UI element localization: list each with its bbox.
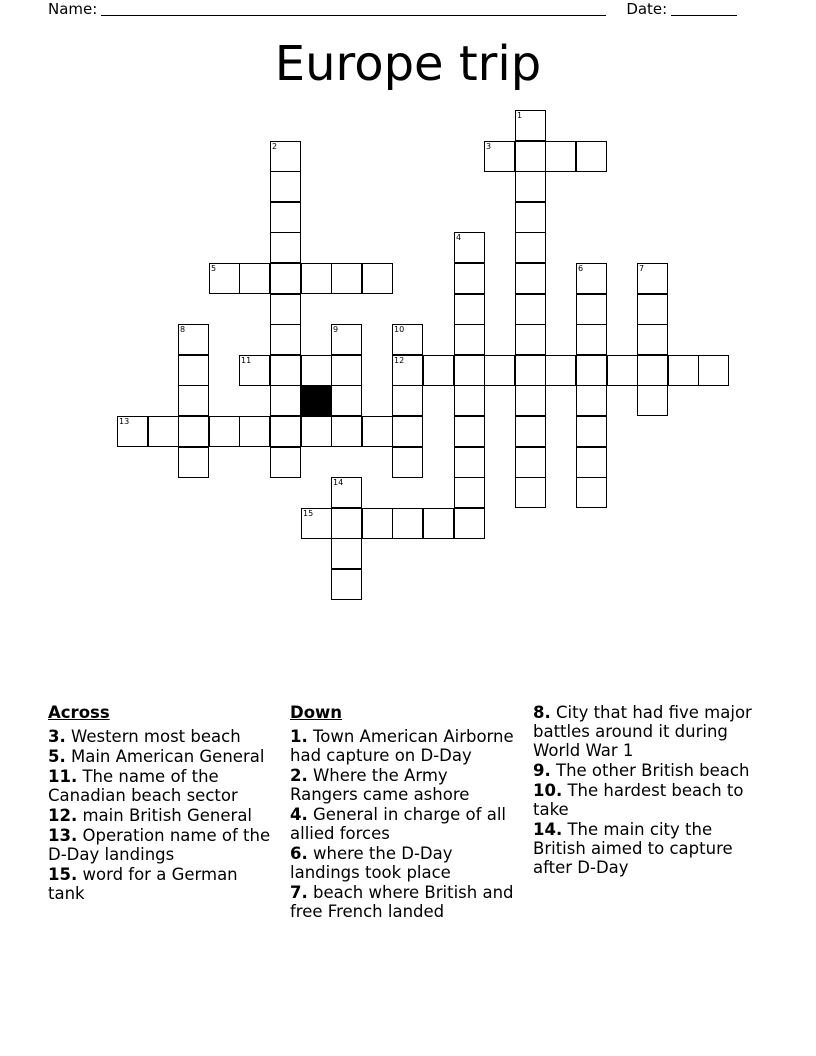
grid-cell[interactable] (270, 232, 301, 263)
down-clues-continued (533, 703, 763, 878)
grid-cell[interactable] (576, 355, 607, 386)
grid-cell[interactable] (515, 385, 546, 416)
grid-cell[interactable] (454, 324, 485, 355)
clue-number: 12. (48, 806, 78, 825)
clue-number-label: 4 (456, 233, 462, 242)
clue-text: General in charge of all allied forces (290, 805, 506, 843)
grid-cell[interactable] (454, 447, 485, 478)
grid-cell[interactable] (454, 416, 485, 447)
grid-cell[interactable] (637, 355, 668, 386)
grid-cell[interactable] (454, 232, 485, 263)
grid-cell[interactable] (148, 416, 179, 447)
grid-cell[interactable] (270, 355, 301, 386)
grid-cell[interactable] (301, 263, 332, 294)
clue-text: City that had five major battles around it during World War 1 (533, 703, 752, 760)
grid-cell[interactable] (270, 202, 301, 233)
clue-item (533, 781, 763, 819)
clue-item (48, 806, 273, 825)
clue-text: beach where British and free French landed (290, 883, 514, 921)
clue-number-label: 14 (333, 478, 344, 487)
clue-item (48, 727, 273, 746)
clue-text: Operation name of the D-Day landings (48, 826, 271, 864)
grid-cell[interactable] (515, 477, 546, 508)
grid-cell[interactable] (607, 355, 638, 386)
grid-cell[interactable] (270, 447, 301, 478)
grid-cell[interactable] (454, 508, 485, 539)
clue-item (48, 826, 273, 864)
grid-cell[interactable] (454, 355, 485, 386)
grid-cell[interactable] (331, 355, 362, 386)
grid-cell[interactable] (178, 447, 209, 478)
grid-cell[interactable] (637, 294, 668, 325)
grid-cell[interactable] (270, 141, 301, 172)
grid-cell[interactable] (392, 385, 423, 416)
grid-cell[interactable] (362, 508, 393, 539)
clue-number-label: 13 (119, 417, 130, 426)
grid-cell[interactable] (270, 385, 301, 416)
clue-text: Western most beach (65, 727, 241, 746)
clue-number-label: 9 (333, 325, 339, 334)
clue-text: The hardest beach to take (533, 781, 744, 819)
clue-number: 2. (290, 766, 308, 785)
grid-cell[interactable] (576, 447, 607, 478)
grid-cell[interactable] (117, 416, 148, 447)
down-clue-list-continued (533, 703, 763, 877)
grid-cell[interactable] (331, 324, 362, 355)
grid-cell[interactable] (301, 508, 332, 539)
grid-cell[interactable] (668, 355, 699, 386)
clue-number: 1. (290, 727, 308, 746)
grid-cell[interactable] (209, 263, 240, 294)
clue-number: 14. (533, 820, 563, 839)
grid-cell[interactable] (515, 110, 546, 141)
down-clues (290, 703, 515, 922)
clue-item (48, 865, 273, 903)
clue-number: 8. (533, 703, 551, 722)
grid-cell[interactable] (545, 355, 576, 386)
grid-cell[interactable] (392, 355, 423, 386)
grid-cell[interactable] (239, 263, 270, 294)
clue-number: 13. (48, 826, 78, 845)
grid-cell[interactable] (178, 416, 209, 447)
clue-text: The other British beach (550, 761, 750, 780)
grid-cell[interactable] (515, 141, 546, 172)
grid-cell[interactable] (515, 263, 546, 294)
grid-cell[interactable] (239, 355, 270, 386)
grid-cell[interactable] (270, 263, 301, 294)
clue-number-label: 11 (241, 356, 252, 365)
grid-cell[interactable] (209, 416, 240, 447)
grid-cell[interactable] (576, 477, 607, 508)
down-clue-list (290, 727, 515, 921)
grid-cell[interactable] (331, 385, 362, 416)
clue-text: main British General (77, 806, 253, 825)
grid-cell[interactable] (515, 447, 546, 478)
grid-cell[interactable] (270, 416, 301, 447)
clue-text: Town American Airborne had capture on D-Day (290, 727, 514, 765)
grid-cell[interactable] (576, 294, 607, 325)
clue-number: 9. (533, 761, 551, 780)
grid-cell[interactable] (331, 416, 362, 447)
clue-text: where the D-Day landings took place (290, 844, 453, 882)
grid-cell[interactable] (515, 324, 546, 355)
grid-cell[interactable] (576, 324, 607, 355)
clue-text: The main city the British aimed to capture after D-Day (533, 820, 733, 877)
grid-cell[interactable] (576, 141, 607, 172)
grid-cell[interactable] (362, 263, 393, 294)
clue-number: 10. (533, 781, 563, 800)
grid-cell[interactable] (576, 385, 607, 416)
grid-cell[interactable] (270, 294, 301, 325)
name-label: Name: (48, 0, 98, 18)
clue-item (290, 727, 515, 765)
grid-cell[interactable] (484, 355, 515, 386)
grid-cell[interactable] (178, 385, 209, 416)
grid-cell[interactable] (515, 416, 546, 447)
grid-cell[interactable] (454, 385, 485, 416)
clue-number-label: 1 (517, 111, 523, 120)
grid-cell[interactable] (698, 355, 729, 386)
across-heading: Across (48, 703, 110, 722)
clue-number: 15. (48, 865, 78, 884)
grid-cell[interactable] (178, 355, 209, 386)
clue-text: word for a German tank (48, 865, 238, 903)
grid-cell[interactable] (515, 202, 546, 233)
grid-cell[interactable] (301, 416, 332, 447)
clue-item (290, 805, 515, 843)
grid-cell[interactable] (454, 263, 485, 294)
grid-cell[interactable] (331, 508, 362, 539)
blocked-cell (301, 385, 332, 416)
grid-cell[interactable] (637, 324, 668, 355)
clue-number: 7. (290, 883, 308, 902)
grid-cell[interactable] (454, 477, 485, 508)
clue-item (533, 820, 763, 877)
grid-cell[interactable] (392, 447, 423, 478)
clue-number-label: 2 (272, 142, 278, 151)
across-clues (48, 703, 273, 904)
grid-cell[interactable] (515, 232, 546, 263)
clue-text: Main American General (65, 747, 265, 766)
clue-item (290, 844, 515, 882)
grid-cell[interactable] (545, 141, 576, 172)
clue-number-label: 5 (211, 264, 217, 273)
grid-cell[interactable] (423, 355, 454, 386)
clue-item (290, 883, 515, 921)
clue-number: 4. (290, 805, 308, 824)
grid-cell[interactable] (331, 263, 362, 294)
clue-number: 3. (48, 727, 66, 746)
grid-cell[interactable] (270, 171, 301, 202)
clue-item (533, 703, 763, 760)
grid-cell[interactable] (576, 263, 607, 294)
grid-cell[interactable] (454, 294, 485, 325)
grid-cell[interactable] (392, 416, 423, 447)
page-title: Europe trip (274, 36, 542, 92)
clue-number-label: 3 (486, 142, 492, 151)
clue-item (48, 747, 273, 766)
down-heading: Down (290, 703, 343, 722)
grid-cell[interactable] (331, 538, 362, 569)
clue-number-label: 10 (394, 325, 405, 334)
clue-number-label: 12 (394, 356, 405, 365)
grid-cell[interactable] (637, 385, 668, 416)
grid-cell[interactable] (331, 569, 362, 600)
clue-number: 5. (48, 747, 66, 766)
clue-number-label: 8 (180, 325, 186, 334)
clue-number-label: 6 (578, 264, 584, 273)
date-label: Date: (626, 0, 668, 18)
clue-number-label: 15 (303, 509, 314, 518)
grid-cell[interactable] (515, 294, 546, 325)
clue-text: The name of the Canadian beach sector (48, 767, 238, 805)
grid-cell[interactable] (392, 508, 423, 539)
grid-cell[interactable] (178, 324, 209, 355)
grid-cell[interactable] (331, 477, 362, 508)
grid-cell[interactable] (423, 508, 454, 539)
grid-cell[interactable] (301, 355, 332, 386)
grid-cell[interactable] (270, 324, 301, 355)
clue-item (290, 766, 515, 804)
grid-cell[interactable] (362, 416, 393, 447)
clue-item (48, 767, 273, 805)
clue-number: 11. (48, 767, 78, 786)
clue-text: Where the Army Rangers came ashore (290, 766, 470, 804)
clue-number: 6. (290, 844, 308, 863)
grid-cell[interactable] (576, 416, 607, 447)
grid-cell[interactable] (239, 416, 270, 447)
across-clue-list (48, 727, 273, 903)
clue-number-label: 7 (639, 264, 645, 273)
grid-cell[interactable] (637, 263, 668, 294)
clue-item (533, 761, 763, 780)
grid-cell[interactable] (515, 355, 546, 386)
grid-cell[interactable] (484, 141, 515, 172)
grid-cell[interactable] (392, 324, 423, 355)
grid-cell[interactable] (515, 171, 546, 202)
